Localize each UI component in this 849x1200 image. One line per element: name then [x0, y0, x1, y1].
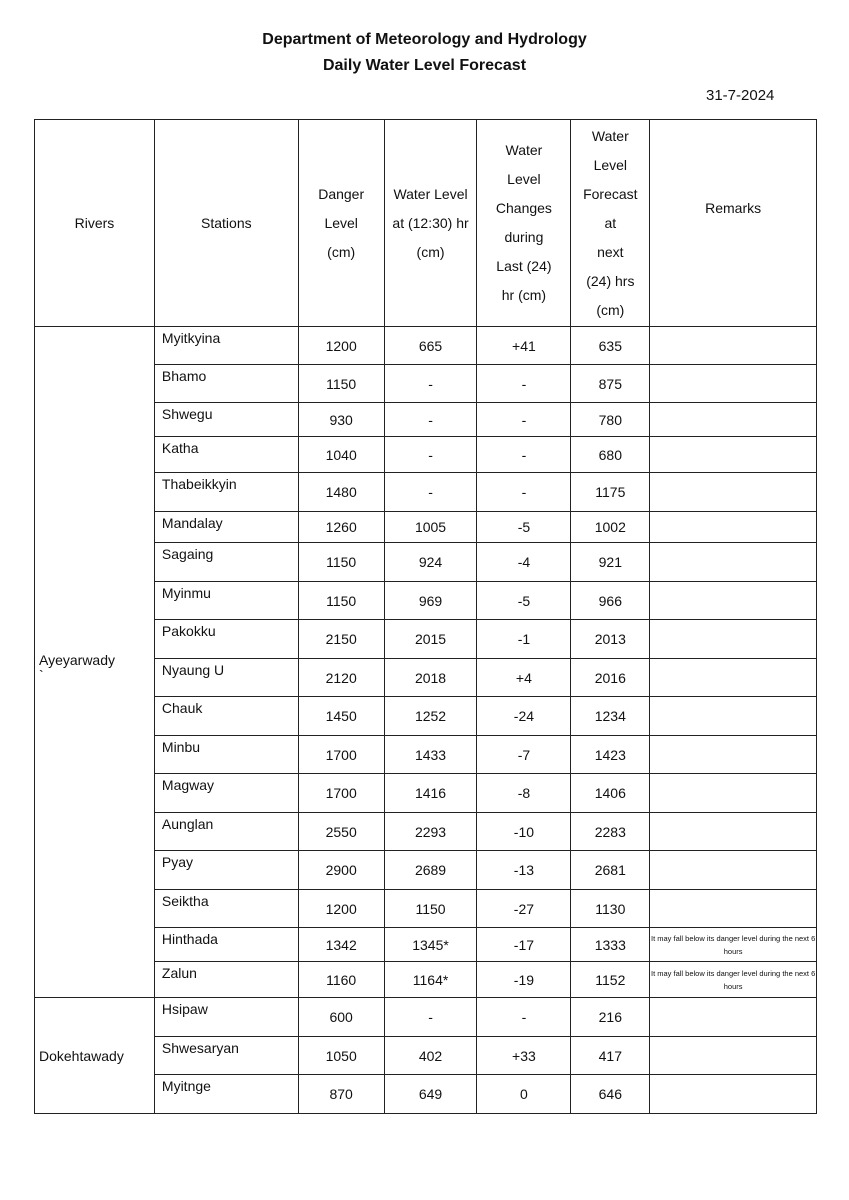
danger-level-cell: 1450 [298, 697, 384, 736]
water-level-cell: 1252 [384, 697, 477, 736]
remarks-cell [650, 543, 817, 582]
water-level-cell: 924 [384, 543, 477, 582]
station-name: Pyay [154, 851, 298, 890]
col-header-forecast [571, 120, 650, 327]
col-header-level-changes [477, 120, 571, 327]
danger-level-cell: 1150 [298, 582, 384, 620]
remarks-cell: It may fall below its danger level during the next 6 hours [650, 928, 817, 962]
header-line: Changes [495, 200, 552, 216]
level-change-cell: -5 [477, 582, 571, 620]
remarks-cell [650, 697, 817, 736]
station-name: Hsipaw [154, 998, 298, 1037]
level-change-cell: -19 [477, 962, 571, 998]
water-level-cell: 1005 [384, 512, 477, 543]
header-line: Water [591, 127, 629, 144]
water-level-cell: - [384, 998, 477, 1037]
header-line: Level [593, 156, 628, 173]
level-change-cell: -1 [477, 620, 571, 659]
remarks-cell [650, 437, 817, 473]
forecast-cell: 1333 [571, 928, 650, 962]
level-change-cell: +41 [477, 327, 571, 365]
remarks-cell [650, 851, 817, 890]
forecast-cell: 875 [571, 365, 650, 403]
station-name: Myitkyina [154, 327, 298, 365]
water-level-cell: 2015 [384, 620, 477, 659]
danger-level-cell: 1050 [298, 1037, 384, 1075]
forecast-cell: 1175 [571, 473, 650, 512]
danger-level-cell: 870 [298, 1075, 384, 1114]
header-line: Level [507, 171, 541, 187]
water-level-cell: - [384, 365, 477, 403]
col-header-rivers: Rivers [35, 120, 155, 327]
header-line: (cm) [327, 243, 356, 260]
header-line: at (12:30) hr [392, 214, 469, 231]
danger-level-cell: 600 [298, 998, 384, 1037]
river-cell [35, 327, 155, 998]
danger-level-cell: 2550 [298, 813, 384, 851]
forecast-cell: 680 [571, 437, 650, 473]
water-level-table [34, 119, 817, 1114]
level-change-cell: -13 [477, 851, 571, 890]
level-change-cell: -5 [477, 512, 571, 543]
water-level-cell: 1150 [384, 890, 477, 928]
danger-level-cell: 1700 [298, 774, 384, 813]
forecast-cell: 417 [571, 1037, 650, 1075]
river-name: Ayeyarwady [39, 652, 116, 668]
document-title: Department of Meteorology and Hydrology [262, 31, 587, 48]
header-line: next [597, 243, 624, 260]
level-change-cell: -17 [477, 928, 571, 962]
river-mark: ` [39, 667, 44, 683]
level-change-cell: -8 [477, 774, 571, 813]
water-level-cell: 969 [384, 582, 477, 620]
level-change-cell: - [477, 437, 571, 473]
danger-level-cell: 2120 [298, 659, 384, 697]
level-change-cell: -24 [477, 697, 571, 736]
water-level-cell: 2689 [384, 851, 477, 890]
remarks-cell [650, 327, 817, 365]
remarks-cell [650, 813, 817, 851]
table-row [35, 327, 817, 365]
station-name: Aunglan [154, 813, 298, 851]
forecast-cell: 1130 [571, 890, 650, 928]
station-name: Thabeikkyin [154, 473, 298, 512]
water-level-cell: 1433 [384, 736, 477, 774]
header-line: (cm) [416, 243, 445, 260]
forecast-cell: 1234 [571, 697, 650, 736]
remarks-cell [650, 659, 817, 697]
station-name: Chauk [154, 697, 298, 736]
forecast-cell: 635 [571, 327, 650, 365]
forecast-date: 31-7-2024 [706, 87, 775, 104]
forecast-cell: 1152 [571, 962, 650, 998]
forecast-cell: 966 [571, 582, 650, 620]
water-level-cell: 1416 [384, 774, 477, 813]
station-name: Magway [154, 774, 298, 813]
forecast-cell: 921 [571, 543, 650, 582]
station-name: Seiktha [154, 890, 298, 928]
level-change-cell: - [477, 998, 571, 1037]
danger-level-cell: 1040 [298, 437, 384, 473]
danger-level-cell: 1260 [298, 512, 384, 543]
level-change-cell: - [477, 403, 571, 437]
water-level-cell: - [384, 473, 477, 512]
level-change-cell: -10 [477, 813, 571, 851]
table-row [35, 998, 817, 1037]
col-header-stations: Stations [154, 120, 298, 327]
remarks-cell [650, 403, 817, 437]
station-name: Sagaing [154, 543, 298, 582]
forecast-cell: 2016 [571, 659, 650, 697]
danger-level-cell: 2900 [298, 851, 384, 890]
document-subtitle: Daily Water Level Forecast [322, 57, 527, 74]
station-name: Zalun [154, 962, 298, 998]
river-name: Dokehtawady [39, 1047, 124, 1064]
forecast-cell: 1406 [571, 774, 650, 813]
water-level-cell: 2293 [384, 813, 477, 851]
header-line: during [504, 229, 544, 245]
forecast-cell: 780 [571, 403, 650, 437]
water-level-cell: 1345* [384, 928, 477, 962]
forecast-cell: 216 [571, 998, 650, 1037]
remarks-cell [650, 1037, 817, 1075]
remarks-cell [650, 473, 817, 512]
level-change-cell: -7 [477, 736, 571, 774]
water-level-cell: 665 [384, 327, 477, 365]
river-cell [35, 998, 155, 1114]
header-line: Water [505, 142, 543, 158]
level-change-cell: - [477, 473, 571, 512]
level-change-cell: -4 [477, 543, 571, 582]
header-line: (cm) [596, 301, 625, 318]
forecast-cell: 2681 [571, 851, 650, 890]
danger-level-cell: 930 [298, 403, 384, 437]
remarks-cell [650, 620, 817, 659]
remarks-cell [650, 998, 817, 1037]
water-level-cell: 2018 [384, 659, 477, 697]
forecast-cell: 2283 [571, 813, 650, 851]
remarks-cell [650, 774, 817, 813]
danger-level-cell: 2150 [298, 620, 384, 659]
danger-level-cell: 1200 [298, 327, 384, 365]
table-body [35, 327, 817, 1114]
station-name: Hinthada [154, 928, 298, 962]
danger-level-cell: 1150 [298, 543, 384, 582]
header-line: Level [324, 214, 358, 231]
level-change-cell: +4 [477, 659, 571, 697]
header-line: at [604, 214, 617, 231]
remarks-cell: It may fall below its danger level during the next 6 hours [650, 962, 817, 998]
col-header-remarks: Remarks [650, 120, 817, 327]
forecast-cell: 2013 [571, 620, 650, 659]
water-level-cell: 402 [384, 1037, 477, 1075]
header-row [35, 120, 817, 327]
danger-level-cell: 1480 [298, 473, 384, 512]
remarks-cell [650, 890, 817, 928]
header-line: Danger [318, 185, 365, 202]
water-level-cell: 649 [384, 1075, 477, 1114]
danger-level-cell: 1342 [298, 928, 384, 962]
forecast-cell: 1423 [571, 736, 650, 774]
remarks-cell [650, 365, 817, 403]
station-name: Mandalay [154, 512, 298, 543]
water-level-cell: - [384, 403, 477, 437]
station-name: Shwesaryan [154, 1037, 298, 1075]
level-change-cell: 0 [477, 1075, 571, 1114]
remarks-cell [650, 512, 817, 543]
header-line: Last (24) [496, 258, 552, 274]
station-name: Myinmu [154, 582, 298, 620]
danger-level-cell: 1200 [298, 890, 384, 928]
station-name: Katha [154, 437, 298, 473]
danger-level-cell: 1150 [298, 365, 384, 403]
station-name: Pakokku [154, 620, 298, 659]
station-name: Bhamo [154, 365, 298, 403]
header-line: hr (cm) [501, 287, 547, 303]
forecast-cell: 646 [571, 1075, 650, 1114]
water-level-cell: 1164* [384, 962, 477, 998]
header-line: Water Level [393, 185, 468, 202]
forecast-cell: 1002 [571, 512, 650, 543]
station-name: Minbu [154, 736, 298, 774]
level-change-cell: +33 [477, 1037, 571, 1075]
col-header-danger-level [298, 120, 384, 327]
level-change-cell: -27 [477, 890, 571, 928]
water-level-cell: - [384, 437, 477, 473]
header-line: Forecast [583, 185, 638, 202]
station-name: Shwegu [154, 403, 298, 437]
danger-level-cell: 1700 [298, 736, 384, 774]
remarks-cell [650, 582, 817, 620]
remarks-cell [650, 736, 817, 774]
danger-level-cell: 1160 [298, 962, 384, 998]
remarks-cell [650, 1075, 817, 1114]
col-header-water-level [384, 120, 477, 327]
station-name: Myitnge [154, 1075, 298, 1114]
header-line: (24) hrs [586, 272, 635, 289]
station-name: Nyaung U [154, 659, 298, 697]
level-change-cell: - [477, 365, 571, 403]
